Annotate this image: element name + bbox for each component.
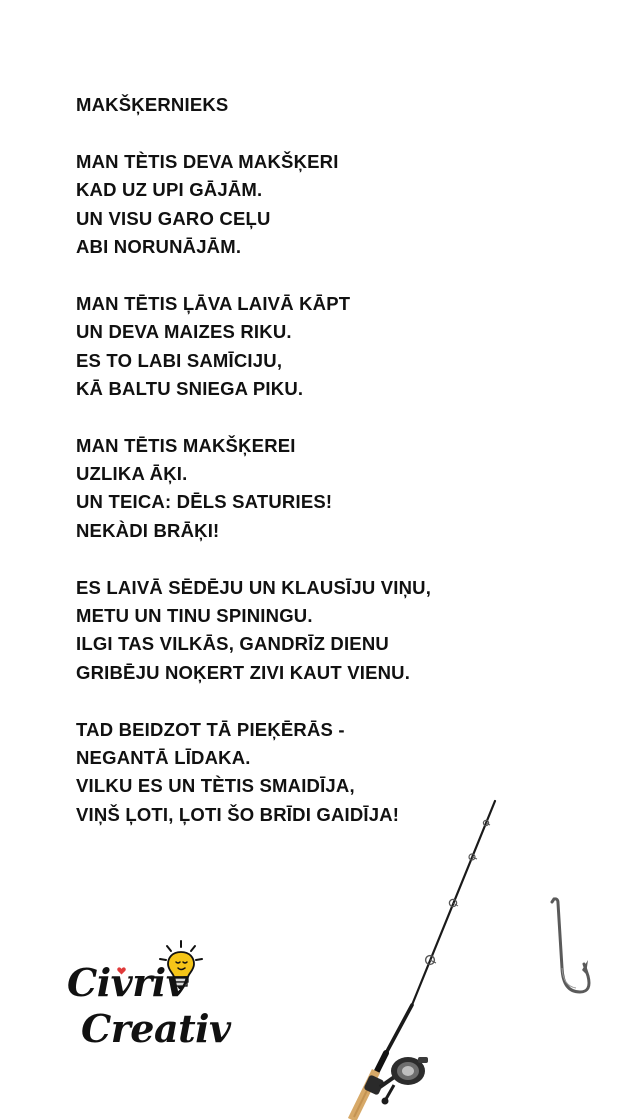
poem-line: UN VISU GARO CEĻU xyxy=(76,207,271,229)
logo xyxy=(63,940,231,1058)
poem-stanza xyxy=(76,574,596,688)
poem-line: KAD UZ UPI GĀJĀM. xyxy=(76,179,263,201)
poem-line: ES TO LABI SAMĪCIJU, xyxy=(76,349,283,371)
poem-line: TAD BEIDZOT TĀ PIEĶĒRĀS - xyxy=(76,718,345,740)
poem-stanza xyxy=(76,290,596,404)
logo-text-line1: Civriv xyxy=(67,960,188,1005)
poem xyxy=(76,91,596,858)
fishing-rod-icon xyxy=(320,795,510,1120)
poem-line: UZLIKA ĀĶI. xyxy=(76,463,188,485)
poem-line: UN DEVA MAIZES RIKU. xyxy=(76,321,292,343)
poem-line: UN TEICA: DĒLS SATURIES! xyxy=(76,491,333,513)
poem-line: MAN TĒTIS MAKŠĶEREI xyxy=(76,434,296,456)
poem-line: MAN TĒTIS ĻĀVA LAIVĀ KĀPT xyxy=(76,292,351,314)
poem-line: KĀ BALTU SNIEGA PIKU. xyxy=(76,377,304,399)
poem-line: MAN TÈTIS DEVA MAKŠĶERI xyxy=(76,150,339,172)
poem-stanza xyxy=(76,432,596,546)
poem-line: NEKÀDI BRĀĶI! xyxy=(76,519,220,541)
poem-line: VIŅŠ ĻOTI, ĻOTI ŠO BRĪDI GAIDĪJA! xyxy=(76,803,400,825)
poem-line: ILGI TAS VILKĀS, GANDRĪZ DIENU xyxy=(76,633,389,655)
poem-stanza xyxy=(76,148,596,262)
poem-line: ABI NORUNĀJĀM. xyxy=(76,235,242,257)
fish-hook-icon xyxy=(536,896,596,1000)
poem-line: METU UN TINU SPININGU. xyxy=(76,605,313,627)
poem-title: MAKŠĶERNIEKS xyxy=(76,94,229,115)
poem-line: VILKU ES UN TÈTIS SMAIDĪJA, xyxy=(76,775,355,797)
poem-line: ES LAIVĀ SĒDĒJU UN KLAUSĪJU VIŅU, xyxy=(76,576,432,598)
poem-line: GRIBĒJU NOĶERT ZIVI KAUT VIENU. xyxy=(76,661,411,683)
logo-text-line2: Creativ xyxy=(81,1006,231,1051)
poem-line: NEGANTĀ LĪDAKA. xyxy=(76,746,251,768)
